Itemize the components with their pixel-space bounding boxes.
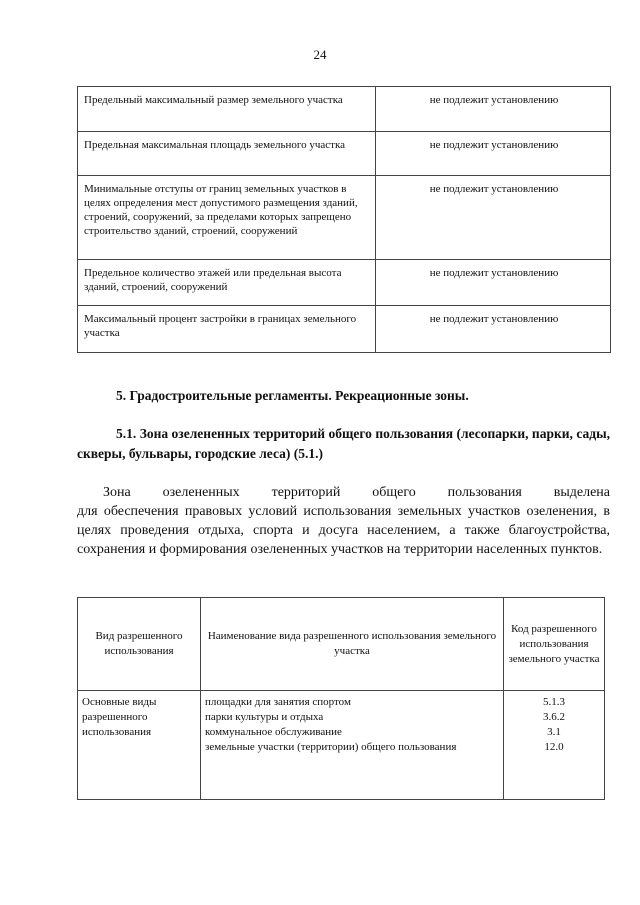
table-header-row bbox=[78, 598, 605, 691]
use-code: 5.1.3 bbox=[543, 696, 565, 708]
table-row bbox=[78, 87, 611, 132]
use-name: площадки для занятия спортом bbox=[205, 696, 351, 708]
limit-parameter: Максимальный процент застройки в границах земельного участка bbox=[78, 306, 376, 353]
permitted-uses-table bbox=[77, 597, 605, 800]
use-code: 3.6.2 bbox=[543, 711, 565, 723]
limit-value: не подлежит установлению bbox=[376, 306, 611, 353]
table-row bbox=[78, 691, 605, 800]
section-5-heading: 5. Градостроительные регламенты. Рекреационные зоны. bbox=[116, 388, 469, 403]
use-name: коммунальное обслуживание bbox=[205, 726, 342, 738]
use-names bbox=[201, 691, 504, 800]
use-name: парки культуры и отдыха bbox=[205, 711, 324, 723]
header-code: Код разрешенного использования земельного участка bbox=[504, 598, 605, 691]
limit-parameter: Минимальные отступы от границ земельных участков в целях определения мест допустимого размещения зданий, строений, сооружений, за пределами которых запрещено строительство зданий, строений, сооружений bbox=[78, 176, 376, 260]
limit-parameter: Предельный максимальный размер земельного участка bbox=[78, 87, 376, 132]
table-row bbox=[78, 176, 611, 260]
table-row bbox=[78, 132, 611, 176]
limit-value: не подлежит установлению bbox=[376, 132, 611, 176]
table-row bbox=[78, 306, 611, 353]
use-code: 3.1 bbox=[547, 726, 561, 738]
header-name: Наименование вида разрешенного использования земельного участка bbox=[201, 598, 504, 691]
table-row bbox=[78, 260, 611, 306]
use-codes bbox=[504, 691, 605, 800]
limit-value: не подлежит установлению bbox=[376, 260, 611, 306]
use-kind: Основные виды разрешенного использования bbox=[78, 691, 201, 800]
page-number: 24 bbox=[313, 47, 327, 62]
limits-table bbox=[77, 86, 611, 353]
limit-value: не подлежит установлению bbox=[376, 87, 611, 132]
limit-value: не подлежит установлению bbox=[376, 176, 611, 260]
use-code: 12.0 bbox=[544, 741, 564, 753]
use-name: земельные участки (территории) общего пользования bbox=[205, 741, 457, 753]
header-kind: Вид разрешенного использования bbox=[78, 598, 201, 691]
zone-description bbox=[77, 483, 610, 559]
limit-parameter: Предельное количество этажей или предельная высота зданий, строений, сооружений bbox=[78, 260, 376, 306]
zone-description-rest: для обеспечения правовых условий использования земельных участков озеленения, в целях проведения отдыха, спорта и досуга населением, а также благоустройства, сохранения и формирования озелененных участков на территории населенных пунктов. bbox=[77, 504, 610, 557]
limit-parameter: Предельная максимальная площадь земельного участка bbox=[78, 132, 376, 176]
zone-description-first-line: Зона озелененных территорий общего пользования выделена bbox=[103, 485, 610, 500]
section-5-1-heading: 5.1. Зона озелененных территорий общего пользования (лесопарки, парки, сады, скверы, бульвары, городские леса) (5.1.) bbox=[77, 426, 610, 461]
